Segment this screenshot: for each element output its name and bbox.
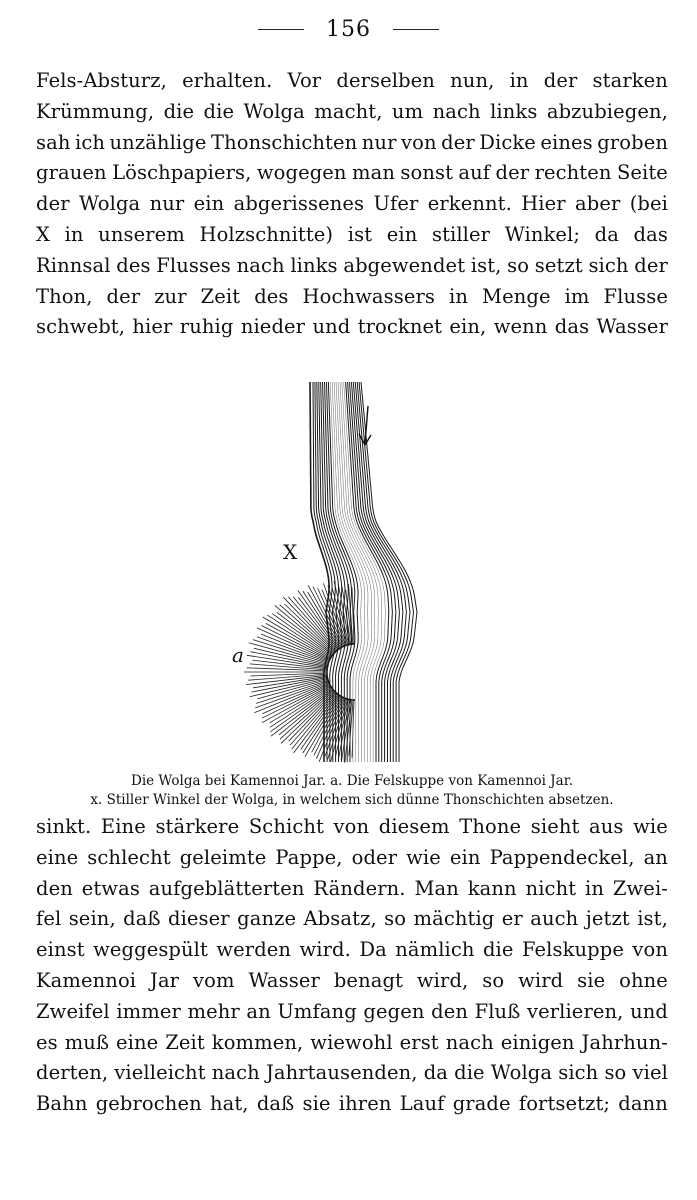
word: Menge (482, 284, 551, 308)
word: an (246, 999, 271, 1023)
word: vielleicht (114, 1061, 206, 1085)
word: daß (123, 907, 161, 931)
word: abgewendet (343, 253, 466, 277)
word: ist, (637, 907, 668, 931)
hatch-ray (261, 634, 329, 662)
word: vom (193, 968, 235, 992)
word: den (36, 876, 73, 900)
word: Wasser (248, 968, 320, 992)
word: von (333, 815, 370, 838)
word: ganze (237, 907, 297, 931)
word: Schicht (248, 815, 324, 838)
word: Vor (287, 69, 322, 92)
word: Krümmung, (36, 99, 155, 123)
word: macht, (314, 99, 383, 123)
word: des (116, 253, 151, 277)
word: eines (540, 130, 593, 154)
word: ruhig (179, 315, 234, 339)
word: setzt (534, 253, 583, 277)
word: nieder (240, 315, 306, 339)
word: Thonschichten (210, 130, 358, 154)
word: wie (633, 815, 668, 838)
word: derselben (336, 69, 435, 92)
word: der (106, 284, 141, 308)
word: grauen (36, 161, 107, 185)
word: schlecht (87, 845, 171, 869)
text-line (36, 128, 668, 159)
word: man (352, 161, 395, 185)
word: dieser (168, 907, 230, 931)
hatch-ray (251, 673, 328, 676)
word: sie (302, 1092, 331, 1116)
word: Zwei- (612, 876, 668, 900)
word: links (490, 99, 538, 123)
word: X (36, 222, 50, 246)
hatch-ray (250, 664, 328, 670)
word: ist (347, 222, 373, 246)
figure-caption-line-1: Die Wolga bei Kamennoi Jar. a. Die Felskuppe von Kamennoi Jar. (131, 773, 573, 789)
word: Flusse (603, 284, 668, 308)
word: fortsetzt; (518, 1092, 611, 1116)
text-line (36, 312, 668, 343)
word: im (564, 284, 590, 308)
word: nun, (450, 69, 495, 92)
word: Wolga (78, 192, 141, 216)
word: Zweifel (36, 999, 110, 1023)
word: Zeit (165, 1030, 205, 1054)
text-line (36, 1058, 668, 1089)
word: sah (36, 130, 71, 154)
word: eine (36, 845, 79, 869)
word: mehr (187, 999, 240, 1023)
word: ein (449, 845, 481, 869)
text-line (36, 843, 668, 874)
hatch-ray (272, 614, 332, 656)
word: wird, (416, 968, 469, 992)
word: kommen, (211, 1030, 304, 1054)
word: zur (154, 284, 187, 308)
text-line (36, 1028, 668, 1059)
word: wird. (299, 938, 351, 962)
word: viel (632, 1061, 668, 1085)
word: Eine (100, 815, 146, 838)
word: Hier (521, 192, 566, 216)
word: kann (467, 876, 517, 900)
word: sie (577, 968, 606, 992)
word: Kamennoi (36, 968, 137, 992)
word: Zeit (200, 284, 241, 308)
hatch-ray (270, 688, 332, 732)
paragraph-top (36, 66, 668, 343)
word: hat, (209, 1092, 249, 1116)
word: wird (518, 968, 564, 992)
word: verlieren, (526, 999, 624, 1023)
word: nach (445, 1030, 494, 1054)
word: nur (149, 192, 185, 216)
word: stärkere (155, 815, 240, 838)
word: und (630, 999, 668, 1023)
word: Rändern. (313, 876, 406, 900)
word: Umfang (277, 999, 357, 1023)
word: oder (351, 845, 398, 869)
paragraph-bottom (36, 812, 668, 1120)
header-rule-left (258, 29, 304, 30)
word: rechten (534, 161, 612, 185)
text-line (36, 282, 668, 313)
word: Absatz, (303, 907, 377, 931)
text-line (36, 874, 668, 905)
wolga-river-woodcut (215, 382, 465, 767)
word: links (290, 253, 338, 277)
word: Seite (616, 161, 668, 185)
word: fel (36, 907, 62, 931)
word: das (633, 222, 668, 246)
word: er (501, 907, 523, 931)
word: mächtig (413, 907, 495, 931)
word: es (36, 1030, 58, 1054)
word: Jahrtausenden, (265, 1061, 418, 1085)
word: Hochwassers (302, 284, 436, 308)
word: die (203, 99, 235, 123)
word: in (585, 876, 605, 900)
word: Fluß (474, 999, 521, 1023)
word: abzubiegen, (546, 99, 668, 123)
word: unzählige (109, 130, 207, 154)
word: derten, (36, 1061, 109, 1085)
word: ohne (619, 968, 668, 992)
word: erst (399, 1030, 439, 1054)
hatch-ray (298, 590, 339, 649)
word: Lauf (399, 1092, 445, 1116)
figure-caption-line-2: x. Stiller Winkel der Wolga, in welchem sich dünne Thonschichten absetzen. (90, 792, 614, 808)
figure-label-x: X (283, 540, 298, 564)
word: Ufer (373, 192, 419, 216)
word: Winkel; (504, 222, 581, 246)
hatch-ray (247, 655, 327, 667)
text-line (36, 966, 668, 997)
word: erkennt. (427, 192, 512, 216)
word: auch (530, 907, 579, 931)
word: Felskuppe (521, 938, 624, 962)
word: Flusses (156, 253, 231, 277)
word: der (36, 192, 70, 216)
word: das (554, 315, 590, 339)
word: grade (452, 1092, 511, 1116)
word: benagt (333, 968, 403, 992)
word: einst (36, 938, 85, 962)
text-line (36, 812, 668, 843)
word: eine (116, 1030, 159, 1054)
word: sich (558, 1061, 599, 1085)
word: etwas (81, 876, 140, 900)
word: ein (193, 192, 225, 216)
word: wie (406, 845, 441, 869)
word: in (64, 222, 84, 246)
word: der (634, 253, 668, 277)
text-line (36, 997, 668, 1028)
word: Rinnsal (36, 253, 111, 277)
word: die (163, 99, 195, 123)
word: auf (458, 161, 491, 185)
word: sich (588, 253, 629, 277)
word: einigen (500, 1030, 575, 1054)
word: Bahn (36, 1092, 88, 1116)
word: da (594, 222, 619, 246)
word: daß (256, 1092, 295, 1116)
word: dann (618, 1092, 668, 1116)
word: starken (592, 69, 668, 92)
word: der (495, 161, 530, 185)
word: Man (414, 876, 459, 900)
word: wenn (493, 315, 548, 339)
page-header (0, 14, 697, 44)
word: sinkt. (36, 815, 92, 838)
word: Wolga (490, 1061, 553, 1085)
word: die (482, 938, 514, 962)
text-line (36, 189, 668, 220)
word: Holzschnitte) (199, 222, 334, 246)
word: Thon, (36, 284, 93, 308)
word: wogegen (256, 161, 347, 185)
word: schwebt, (36, 315, 126, 339)
figure-label-a: a (232, 643, 244, 667)
word: abgerissenes (233, 192, 365, 216)
word: nach (432, 99, 481, 123)
word: sein, (68, 907, 116, 931)
word: Jahrhun- (581, 1030, 668, 1054)
word: Wolga (243, 99, 305, 123)
word: werden (216, 938, 292, 962)
word: nach (236, 253, 285, 277)
word: des (254, 284, 289, 308)
word: diesem (378, 815, 450, 838)
word: unserem (98, 222, 185, 246)
word: nach (211, 1061, 260, 1085)
word: gebrochen (95, 1092, 202, 1116)
word: groben (597, 130, 668, 154)
word: die (454, 1061, 485, 1085)
word: gegen (363, 999, 425, 1023)
word: in (449, 284, 469, 308)
word: immer (116, 999, 181, 1023)
word: von (401, 130, 437, 154)
word: trocknet (357, 315, 443, 339)
text-line (36, 904, 668, 935)
word: ein (386, 222, 418, 246)
word: ein, (449, 315, 487, 339)
word: den (431, 999, 468, 1023)
word: so (482, 968, 505, 992)
word: nämlich (395, 938, 475, 962)
word: wiewohl (310, 1030, 393, 1054)
word: geleimte (179, 845, 267, 869)
word: der (543, 69, 578, 92)
word: so (507, 253, 530, 277)
word: erhalten. (182, 69, 273, 92)
word: Löschpapiers, (112, 161, 252, 185)
word: Thone (459, 815, 522, 838)
word: von (632, 938, 668, 962)
word: Dicke (479, 130, 536, 154)
word: ist, (470, 253, 502, 277)
word: weggespült (93, 938, 208, 962)
text-line (36, 220, 668, 251)
text-line (36, 935, 668, 966)
word: der (441, 130, 475, 154)
word: stiller (431, 222, 491, 246)
word: so (604, 1061, 627, 1085)
word: ich (74, 130, 106, 154)
word: Fels-Absturz, (36, 69, 167, 92)
text-line (36, 97, 668, 128)
word: da (423, 1061, 449, 1085)
word: so (384, 907, 407, 931)
word: ihren (338, 1092, 392, 1116)
word: (bei (629, 192, 668, 216)
word: aus (589, 815, 624, 838)
word: nur (361, 130, 397, 154)
word: aufgeblätterten (148, 876, 305, 900)
word: muß (64, 1030, 110, 1054)
word: Wasser (596, 315, 668, 339)
word: in (509, 69, 529, 92)
word: Jar (150, 968, 180, 992)
page-number: 156 (326, 16, 371, 42)
text-line (36, 66, 668, 97)
word: Pappendeckel, (489, 845, 635, 869)
word: um (391, 99, 424, 123)
header-rule-right (393, 29, 439, 30)
word: und (312, 315, 351, 339)
text-line (36, 251, 668, 282)
text-line (36, 158, 668, 189)
word: jetzt (585, 907, 630, 931)
word: aber (575, 192, 621, 216)
word: nicht (525, 876, 577, 900)
word: sonst (400, 161, 454, 185)
word: an (643, 845, 668, 869)
word: Da (359, 938, 387, 962)
word: Pappe, (275, 845, 343, 869)
text-line (36, 1089, 668, 1120)
word: sieht (530, 815, 580, 838)
word: hier (132, 315, 173, 339)
